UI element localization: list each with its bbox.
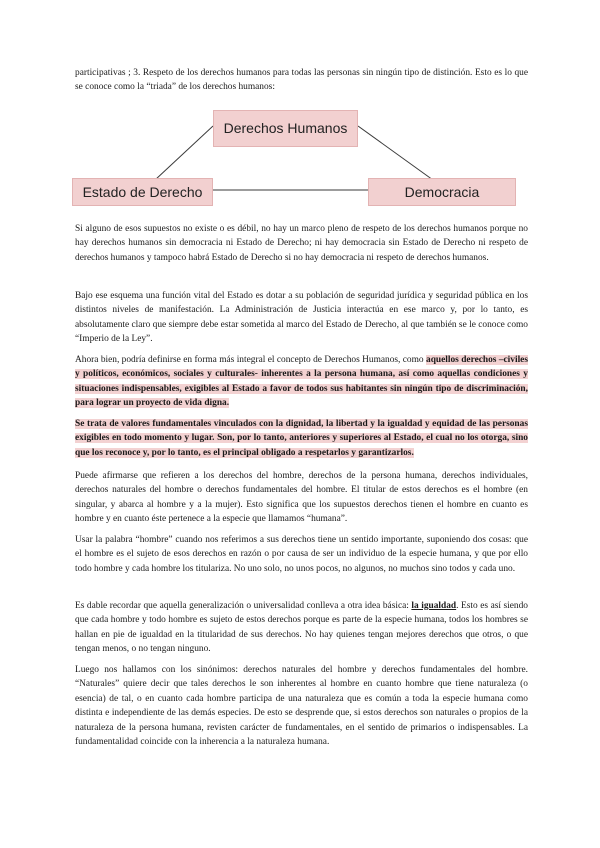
paragraph-3-text: Ahora bien, podría definirse en forma más integral el concepto de Derechos Humanos, como xyxy=(75,355,426,365)
paragraph-8: Luego nos hallamos con los sinónimos: derechos naturales del hombre y derechos fundamentales del hombre. “Naturales” quiere decir que tales derechos le son inherentes al hombre en cuanto hombre que tiene naturaleza (o esencia) de tal, o en cuanto cada hombre participa de una naturaleza que es común a toda la especie humana como distinta e independiente de las demás especies. De esto se desprende que, si estos derechos son naturales o propios de la naturaleza de la persona humana, revisten carácter de fundamentales, en el sentido de primarios o indispensables. La fundamentalidad coincide con la inherencia a la naturaleza humana. xyxy=(75,665,528,748)
box-democracia: Democracia xyxy=(368,178,516,206)
intro-paragraph: participativas ; 3. Respeto de los derechos humanos para todas las personas sin ningún tipo de distinción. Esto es lo que se conoce como la “triada” de los derechos humanos: xyxy=(75,68,528,93)
box-estado-de-derecho: Estado de Derecho xyxy=(72,178,213,206)
paragraph-5: Puede afirmarse que refieren a los derechos del hombre, derechos de la persona humana, derechos individuales, derechos naturales del hombre o derechos fundamentales del hombre. El titular de estos derechos es el hombre (en singular, y abarca al hombre y a la mujer). Esto significa que los supuestos derechos tienen el hombre en cuanto es hombre y en cuanto éste pertenece a la especie que llamamos “humana”. xyxy=(75,471,528,525)
paragraph-1: Si alguno de esos supuestos no existe o es débil, no hay un marco pleno de respeto de los derechos humanos porque no hay derechos humanos sin democracia ni Estado de Derecho; ni hay democracia sin Estado de Derecho ni respeto de derechos humanos y tampoco habrá Estado de Derecho si no hay democracia ni respeto de derechos humanos. xyxy=(75,224,528,263)
paragraph-7-emphasis: la igualdad xyxy=(411,601,457,611)
paragraph-7 xyxy=(75,599,528,657)
paragraph-3 xyxy=(75,353,528,411)
paragraph-2: Bajo ese esquema una función vital del Estado es dotar a su población de seguridad jurídica y seguridad pública en los distintos niveles de manifestación. La Administración de Justicia interactúa en ese marco y, por lo tanto, es absolutamente claro que siempre debe estar sometida al marco del Estado de Derecho, al que también se le conoce como “Imperio de la Ley”. xyxy=(75,291,528,345)
connector-left xyxy=(155,126,213,180)
box-derechos-humanos: Derechos Humanos xyxy=(213,110,358,147)
paragraph-4 xyxy=(75,417,528,460)
paragraph-7-before: Es dable recordar que aquella generalización o universalidad conlleva a otra idea básica: xyxy=(75,601,412,611)
paragraph-3-highlight: aquellos derechos –civiles y políticos, económicos, sociales y culturales- inherentes a la persona humana, así como aquellas condiciones y situaciones indispensables, exigibles al Estado a favor de todos sus habitantes sin ningún tipo de discriminación, para lograr un proyecto de vida digna. xyxy=(75,355,528,409)
paragraph-7-after: . Esto es así siendo que cada hombre y todo hombre es sujeto de estos derechos porque es parte de la especie humana, todos los hombres se hallan en pie de igualdad en la titularidad de sus derechos. No hay quienes tengan mejores derechos que otros, o que tengan menos, o no tengan ninguno. xyxy=(75,601,528,655)
paragraph-6: Usar la palabra “hombre” cuando nos referimos a sus derechos tiene un sentido importante, suponiendo dos cosas: que el hombre es el sujeto de esos derechos en razón o por causa de ser un individuo de la especie humana, y que por ello todo hombre y cada hombre los titulariza. No uno solo, no unos pocos, no algunos, no muchos sino todos y cada uno. xyxy=(75,535,528,574)
paragraph-4-highlight: Se trata de valores fundamentales vinculados con la dignidad, la libertad y la igualdad y equidad de las personas exigibles en todo momento y lugar. Son, por lo tanto, anteriores y superiores al Estado, el cual no los otorga, sino que los reconoce y, por lo tanto, es el principal obligado a respetarlos y garantizarlos. xyxy=(75,419,528,458)
connector-right xyxy=(358,126,433,180)
